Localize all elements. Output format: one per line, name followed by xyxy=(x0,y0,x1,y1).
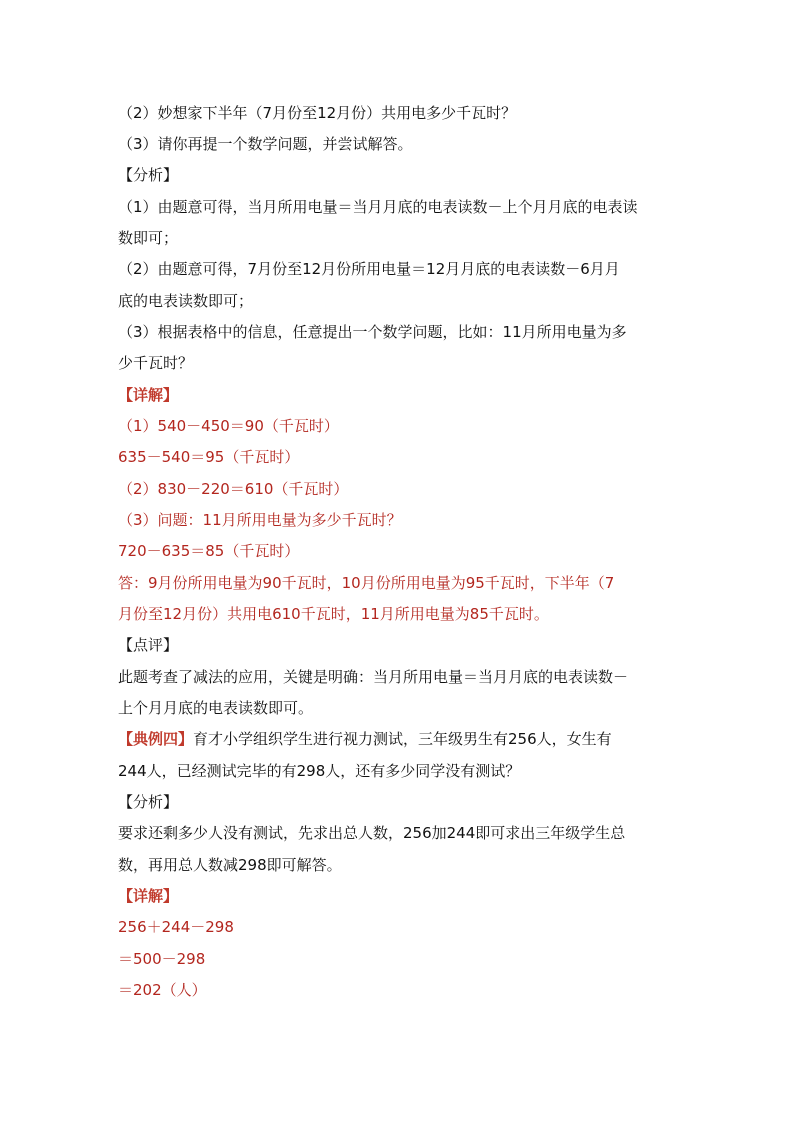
question-3-line: （3）请你再提一个数学问题，并尝试解答。 xyxy=(118,135,413,153)
solution-3-calc: 720－635＝85（千瓦时） xyxy=(118,542,300,560)
solution-2-line: （2）830－220＝610（千瓦时） xyxy=(118,480,349,498)
solution-4-line-b: ＝500－298 xyxy=(118,950,206,968)
solution-4-line-a: 256＋244－298 xyxy=(118,918,234,936)
analysis-1-line-b: 数即可； xyxy=(118,229,179,247)
analysis-2-line-a: （2）由题意可得，7月份至12月份所用电量＝12月月底的电表读数－6月月 xyxy=(118,260,620,278)
question-2-line: （2）妙想家下半年（7月份至12月份）共用电多少千瓦时？ xyxy=(118,104,517,122)
answer-line-a: 答：9月份所用电量为90千瓦时，10月份所用电量为95千瓦时，下半年（7 xyxy=(118,574,615,592)
analysis-2-line-b: 底的电表读数即可； xyxy=(118,292,254,310)
analysis-3-line-b: 少千瓦时？ xyxy=(118,354,194,372)
answer-line-b: 月份至12月份）共用电610千瓦时，11月所用电量为85千瓦时。 xyxy=(118,605,549,623)
analysis-4-line-b: 数，再用总人数减298即可解答。 xyxy=(118,856,342,874)
example-4-line-a xyxy=(118,728,678,750)
comment-line-a: 此题考查了减法的应用，关键是明确：当月所用电量＝当月月底的电表读数－ xyxy=(118,668,629,686)
solution-1-line-a: （1）540－450＝90（千瓦时） xyxy=(118,417,339,435)
solution-heading-2: 【详解】 xyxy=(118,887,179,905)
example-4-text: 育才小学组织学生进行视力测试，三年级男生有256人，女生有 xyxy=(193,730,612,748)
example-4-label: 【典例四】 xyxy=(118,730,194,748)
analysis-1-line-a: （1）由题意可得，当月所用电量＝当月月底的电表读数－上个月月底的电表读 xyxy=(118,198,638,216)
comment-line-b: 上个月月底的电表读数即可。 xyxy=(118,699,314,717)
example-4-line-b: 244人，已经测试完毕的有298人，还有多少同学没有测试？ xyxy=(118,762,521,780)
comment-heading: 【点评】 xyxy=(118,636,179,654)
analysis-3-line-a: （3）根据表格中的信息，任意提出一个数学问题，比如：11月所用电量为多 xyxy=(118,323,627,341)
solution-heading: 【详解】 xyxy=(118,386,179,404)
solution-4-line-c: ＝202（人） xyxy=(118,981,207,999)
analysis-heading-2: 【分析】 xyxy=(118,793,179,811)
analysis-4-line-a: 要求还剩多少人没有测试，先求出总人数，256加244即可求出三年级学生总 xyxy=(118,824,626,842)
analysis-heading: 【分析】 xyxy=(118,166,179,184)
solution-1-line-b: 635－540＝95（千瓦时） xyxy=(118,448,300,466)
solution-3-question: （3）问题：11月所用电量为多少千瓦时？ xyxy=(118,511,402,529)
